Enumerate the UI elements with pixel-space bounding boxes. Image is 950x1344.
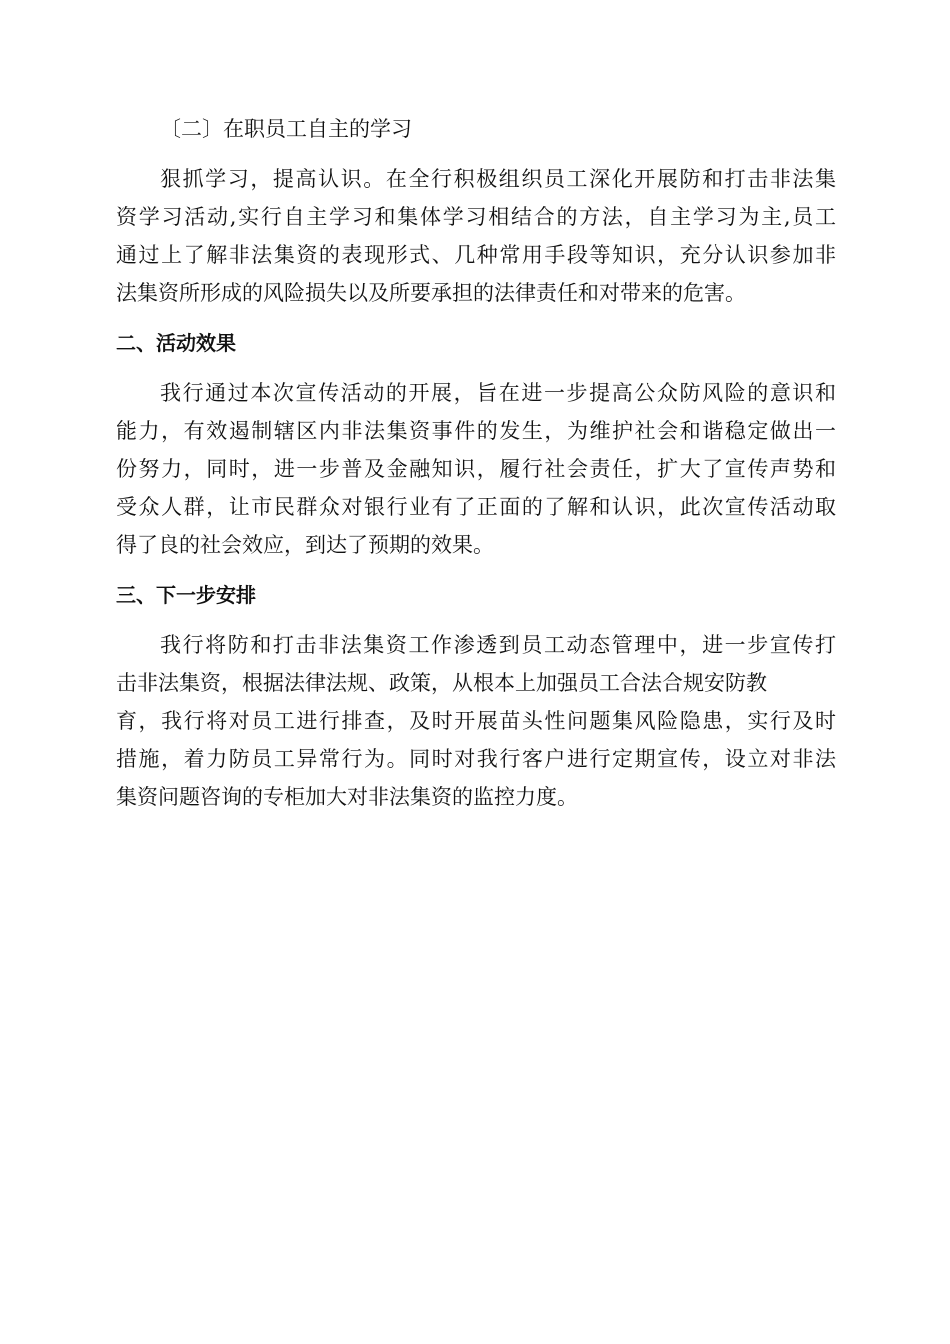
subheading: 〔二〕在职员工自主的学习 bbox=[160, 117, 412, 141]
paragraph-line: 育，我行将对员工进行排查，及时开展苗头性问题集风险隐患，实行及时 bbox=[116, 709, 836, 733]
paragraph-line: 狠抓学习，提高认识。在全行积极组织员工深化开展防和打击非法集 bbox=[160, 167, 836, 191]
paragraph-line: 措施，着力防员工异常行为。同时对我行客户进行定期宣传，设立对非法 bbox=[116, 747, 836, 771]
paragraph-line: 份努力，同时，进一步普及金融知识，履行社会责任，扩大了宣传声势和 bbox=[116, 457, 836, 481]
paragraph-line: 受众人群，让市民群众对银行业有了正面的了解和认识，此次宣传活动取 bbox=[116, 495, 836, 519]
paragraph-study bbox=[116, 160, 836, 312]
section-heading-effect: 二、活动效果 bbox=[116, 331, 236, 355]
paragraph-line: 能力，有效遏制辖区内非法集资事件的发生，为维护社会和谐稳定做出一 bbox=[116, 419, 836, 443]
paragraph-line: 资学习活动,实行自主学习和集体学习相结合的方法，自主学习为主,员工 bbox=[116, 205, 836, 229]
paragraph-effect bbox=[116, 374, 836, 564]
document-body bbox=[116, 110, 836, 828]
paragraph-line: 击非法集资，根据法律法规、政策，从根本上加强员工合法合规安防教 bbox=[116, 671, 767, 695]
paragraph-line: 通过上了解非法集资的表现形式、几种常用手段等知识，充分认识参加非 bbox=[116, 243, 836, 267]
paragraph-line: 集资问题咨询的专柜加大对非法集资的监控力度。 bbox=[116, 785, 578, 809]
paragraph-line: 法集资所形成的风险损失以及所要承担的法律责任和对带来的危害。 bbox=[116, 281, 746, 305]
section-heading-next-steps: 三、下一步安排 bbox=[116, 583, 256, 607]
paragraph-line: 得了良的社会效应，到达了预期的效果。 bbox=[116, 533, 494, 557]
paragraph-line: 我行将防和打击非法集资工作渗透到员工动态管理中，进一步宣传打 bbox=[160, 633, 836, 657]
paragraph-line: 我行通过本次宣传活动的开展，旨在进一步提高公众防风险的意识和 bbox=[160, 381, 836, 405]
paragraph-next-steps bbox=[116, 626, 836, 816]
